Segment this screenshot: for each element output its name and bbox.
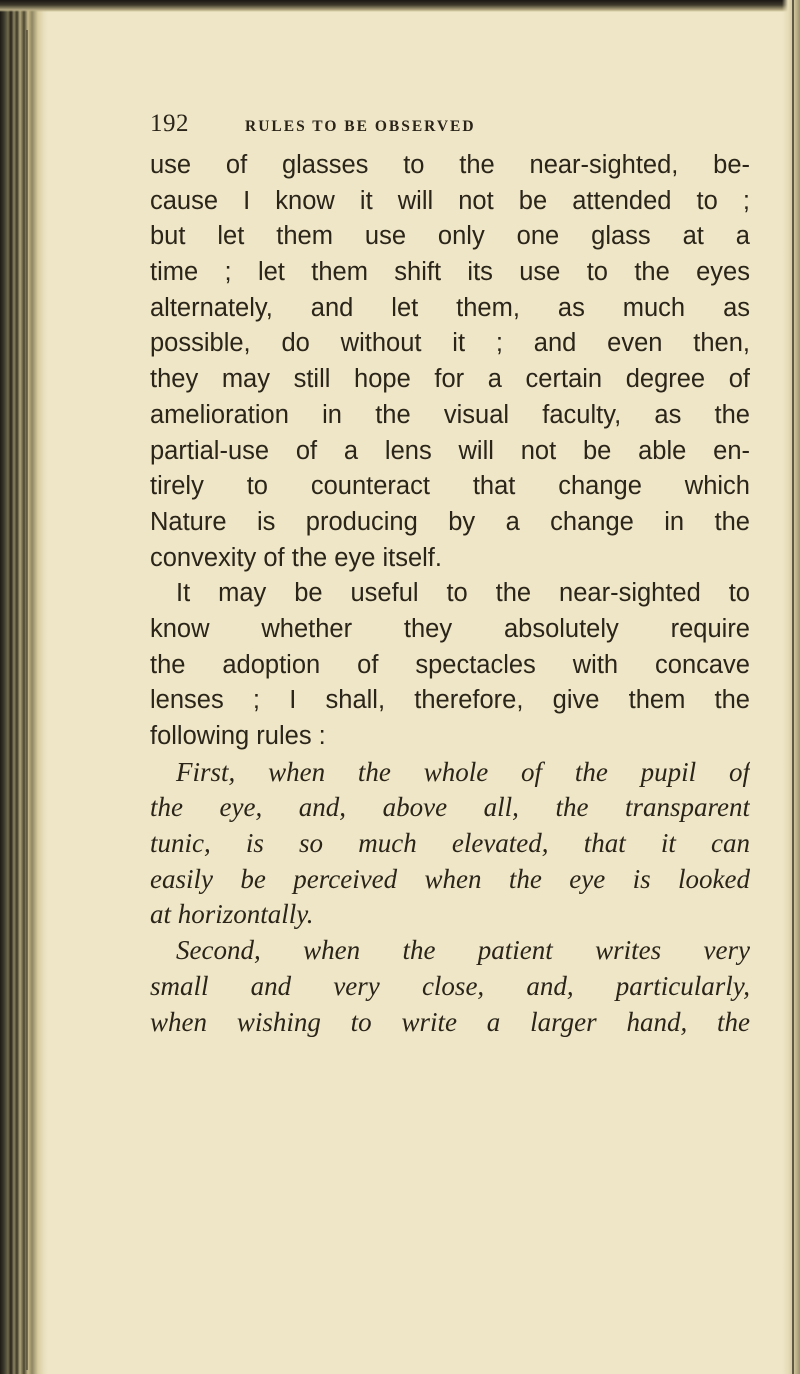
- text-line: time ; let them shift its use to the eyes: [150, 258, 750, 287]
- text-line-italic: small and very close, and, particularly,: [150, 970, 750, 1001]
- text-line-italic: tunic, is so much elevated, that it can: [150, 828, 750, 859]
- text-line-italic: Second, when the patient writes very: [176, 935, 750, 966]
- page-right-edge-line: [792, 0, 794, 1374]
- text-line: cause I know it will not be attended to ;: [150, 186, 750, 215]
- binding-line: [26, 30, 28, 1370]
- page-number: 192: [150, 110, 189, 137]
- text-line-italic: at horizontally.: [150, 899, 314, 930]
- running-head: RULES TO BE OBSERVED: [245, 118, 476, 135]
- text-line: alternately, and let them, as much as: [150, 293, 750, 322]
- text-line: know whether they absolutely require: [150, 614, 750, 643]
- book-gutter: [0, 0, 48, 1374]
- text-line-italic: when wishing to write a larger hand, the: [150, 1006, 750, 1037]
- body-text: [150, 148, 750, 1040]
- text-line: possible, do without it ; and even then,: [150, 329, 750, 358]
- text-line-italic: First, when the whole of the pupil of: [176, 756, 750, 787]
- page-right-edge: [782, 0, 800, 1374]
- text-line: tirely to counteract that change which: [150, 472, 750, 501]
- text-line: but let them use only one glass at a: [150, 222, 750, 251]
- text-line: use of glasses to the near-sighted, be-: [150, 151, 750, 179]
- text-line: the adoption of spectacles with concave: [150, 650, 750, 679]
- text-line: Nature is producing by a change in the: [150, 507, 750, 536]
- text-line: It may be useful to the near-sighted to: [176, 579, 750, 608]
- text-line-italic: the eye, and, above all, the transparent: [150, 792, 750, 823]
- page-header: [150, 110, 750, 146]
- text-line: convexity of the eye itself.: [150, 543, 442, 572]
- text-line: following rules :: [150, 722, 326, 750]
- text-line: amelioration in the visual faculty, as the: [150, 400, 750, 429]
- book-page: [150, 110, 750, 1040]
- page-top-edge: [0, 0, 800, 12]
- text-line: lenses ; I shall, therefore, give them the: [150, 686, 750, 715]
- text-line: they may still hope for a certain degree of: [150, 365, 750, 394]
- text-line-italic: easily be perceived when the eye is looked: [150, 863, 750, 894]
- text-line: partial-use of a lens will not be able en-: [150, 436, 750, 465]
